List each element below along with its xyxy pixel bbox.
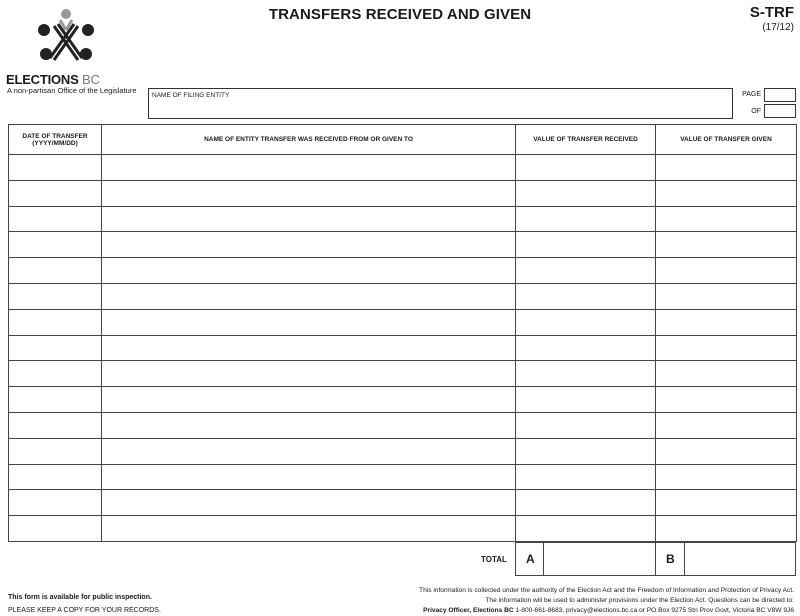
date-cell[interactable] [9, 206, 102, 232]
value-given-cell[interactable] [656, 516, 797, 542]
value-received-cell[interactable] [516, 309, 656, 335]
value-received-cell[interactable] [516, 180, 656, 206]
total-b-letter-cell [655, 542, 685, 576]
date-cell[interactable] [9, 464, 102, 490]
value-received-cell[interactable] [516, 412, 656, 438]
value-given-cell[interactable] [656, 180, 797, 206]
keep-copy-notice: PLEASE KEEP A COPY FOR YOUR RECORDS. [8, 607, 161, 614]
date-cell[interactable] [9, 309, 102, 335]
entity-name-cell[interactable] [102, 155, 516, 181]
logo-tagline: A non-partisan Office of the Legislature [7, 86, 137, 95]
total-a-field[interactable] [543, 542, 656, 576]
form-code-block [750, 4, 794, 33]
table-row [9, 387, 797, 413]
privacy-contact: 1-800-661-8683, privacy@elections.bc.ca or PO Box 9275 Stn Prov Govt, Victoria BC V8W 9J6 [513, 607, 794, 614]
date-cell[interactable] [9, 490, 102, 516]
privacy-notice [419, 586, 794, 616]
value-given-cell[interactable] [656, 361, 797, 387]
column-header-entity-name: NAME OF ENTITY TRANSFER WAS RECEIVED FROM OR GIVEN TO [102, 125, 516, 155]
table-row [9, 438, 797, 464]
table-row [9, 464, 797, 490]
table-row [9, 412, 797, 438]
form-code: S-TRF [749, 4, 794, 21]
value-given-cell[interactable] [656, 283, 797, 309]
table-row [9, 335, 797, 361]
date-cell[interactable] [9, 412, 102, 438]
table-row [9, 283, 797, 309]
value-given-cell[interactable] [656, 206, 797, 232]
date-cell[interactable] [9, 180, 102, 206]
totals-row [0, 542, 800, 576]
entity-name-cell[interactable] [102, 232, 516, 258]
page-number-field[interactable] [764, 88, 796, 102]
value-received-cell[interactable] [516, 206, 656, 232]
column-header-value-given: VALUE OF TRANSFER GIVEN [656, 125, 797, 155]
page-label: PAGE [742, 91, 761, 98]
value-received-cell[interactable] [516, 361, 656, 387]
column-header-date: DATE OF TRANSFER (YYYY/MM/DD) [9, 125, 102, 155]
value-given-cell[interactable] [656, 438, 797, 464]
entity-name-cell[interactable] [102, 258, 516, 284]
value-given-cell[interactable] [656, 412, 797, 438]
value-given-cell[interactable] [656, 335, 797, 361]
date-cell[interactable] [9, 258, 102, 284]
entity-name-cell[interactable] [102, 283, 516, 309]
table-row [9, 155, 797, 181]
public-inspection-notice: This form is available for public inspection. [8, 594, 152, 601]
value-given-cell[interactable] [656, 258, 797, 284]
date-cell[interactable] [9, 438, 102, 464]
total-a-letter-cell [515, 542, 544, 576]
value-received-cell[interactable] [516, 283, 656, 309]
table-row [9, 309, 797, 335]
value-given-cell[interactable] [656, 309, 797, 335]
entity-name-cell[interactable] [102, 516, 516, 542]
form-title: TRANSFERS RECEIVED AND GIVEN [268, 6, 532, 23]
date-cell[interactable] [9, 335, 102, 361]
date-cell[interactable] [9, 387, 102, 413]
table-row [9, 232, 797, 258]
entity-name-cell[interactable] [102, 464, 516, 490]
value-given-cell[interactable] [656, 387, 797, 413]
entity-name-cell[interactable] [102, 387, 516, 413]
table-row [9, 180, 797, 206]
value-received-cell[interactable] [516, 232, 656, 258]
total-label: TOTAL [481, 555, 507, 564]
privacy-line-1: This information is collected under the authority of the Election Act and the Freedom of Information and Protection of Privacy Act. [419, 587, 794, 594]
value-received-cell[interactable] [516, 490, 656, 516]
value-received-cell[interactable] [516, 464, 656, 490]
table-row [9, 490, 797, 516]
privacy-line-3 [419, 606, 794, 616]
form-version: (17/12) [762, 22, 794, 33]
entity-name-cell[interactable] [102, 335, 516, 361]
table-row [9, 258, 797, 284]
date-cell[interactable] [9, 283, 102, 309]
table-row [9, 206, 797, 232]
value-received-cell[interactable] [516, 258, 656, 284]
value-received-cell[interactable] [516, 335, 656, 361]
entity-name-cell[interactable] [102, 438, 516, 464]
value-given-cell[interactable] [656, 155, 797, 181]
entity-name-cell[interactable] [102, 180, 516, 206]
filing-entity-field[interactable] [148, 88, 733, 119]
column-header-value-received: VALUE OF TRANSFER RECEIVED [516, 125, 656, 155]
value-received-cell[interactable] [516, 438, 656, 464]
privacy-officer-label: Privacy Officer, Elections BC [423, 607, 514, 614]
total-a-letter: A [526, 552, 535, 566]
date-cell[interactable] [9, 361, 102, 387]
table-row [9, 361, 797, 387]
date-cell[interactable] [9, 516, 102, 542]
value-received-cell[interactable] [516, 387, 656, 413]
entity-name-cell[interactable] [102, 206, 516, 232]
value-received-cell[interactable] [516, 155, 656, 181]
value-given-cell[interactable] [656, 490, 797, 516]
date-cell[interactable] [9, 155, 102, 181]
filing-entity-label: NAME OF FILING ENTITY [152, 92, 230, 99]
total-b-field[interactable] [684, 542, 796, 576]
total-b-letter: B [666, 552, 675, 566]
of-label: OF [751, 108, 761, 115]
logo-wordmark: ELECTIONS BC [6, 72, 100, 87]
entity-name-cell[interactable] [102, 490, 516, 516]
value-given-cell[interactable] [656, 464, 797, 490]
value-received-cell[interactable] [516, 516, 656, 542]
entity-name-cell[interactable] [102, 412, 516, 438]
table-row [9, 516, 797, 542]
table-header-row [9, 125, 797, 155]
date-cell[interactable] [9, 232, 102, 258]
transfers-table [8, 124, 797, 542]
footer-left [8, 591, 161, 616]
privacy-line-2: The information will be used to administer provisions under the Election Act. Questions can be directed to: [485, 597, 794, 604]
entity-name-cell[interactable] [102, 361, 516, 387]
value-given-cell[interactable] [656, 232, 797, 258]
page-total-field[interactable] [764, 104, 796, 118]
entity-name-cell[interactable] [102, 309, 516, 335]
